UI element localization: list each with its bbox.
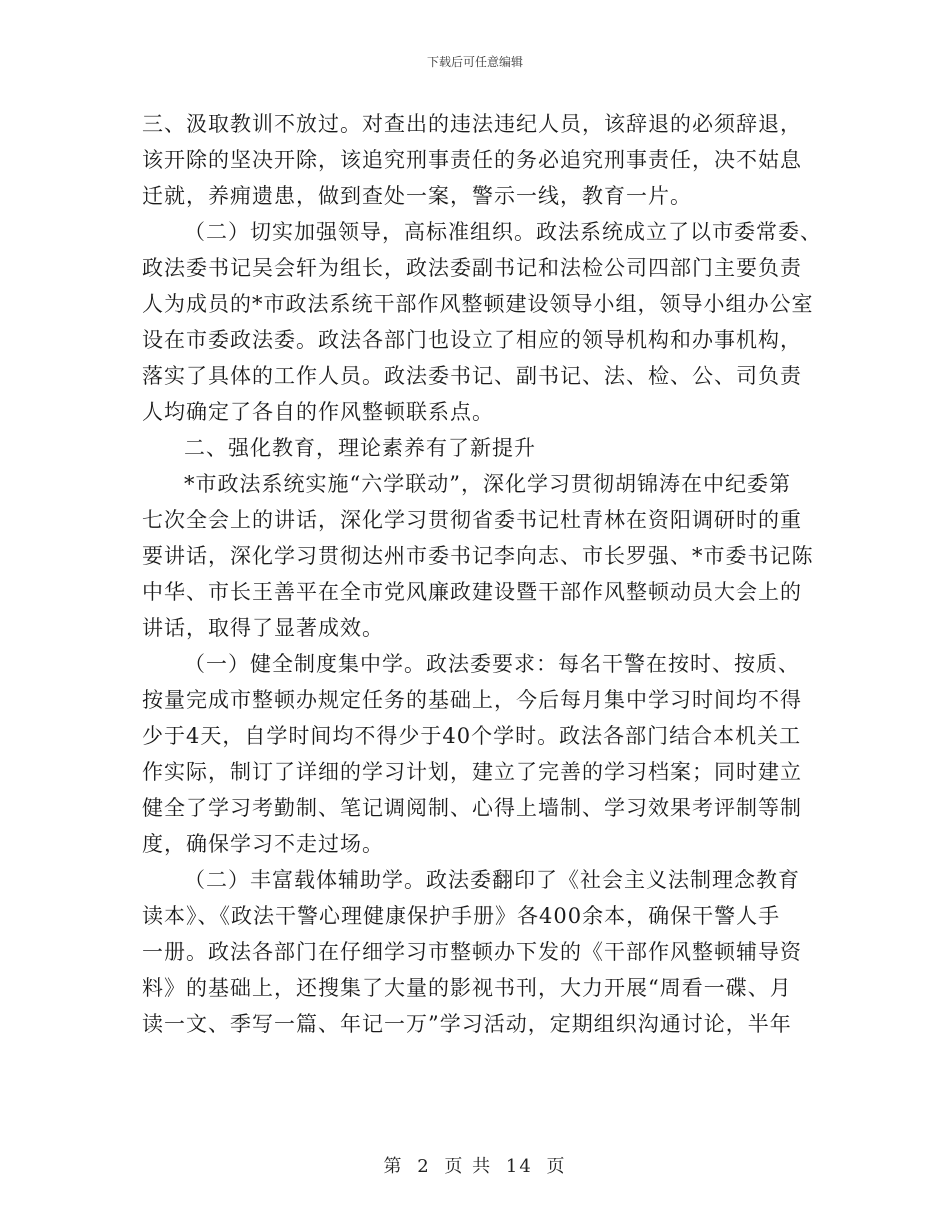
text-line: 讲话，取得了显著成效。 [142, 616, 384, 640]
paragraph-start-line: （二）切实加强领导，高标准组织。政法系统成立了以市委常委、 [184, 220, 822, 244]
page-header-note: 下载后可任意编辑 [426, 55, 523, 69]
footer-total-pages: 14 [505, 1156, 533, 1177]
text-line: 迁就，养痈遗患，做到查处一案，警示一线，教育一片。 [142, 184, 692, 208]
footer-current-page: 2 [417, 1156, 431, 1177]
footer-prefix: 第 [383, 1156, 404, 1177]
text-line: 少于4天，自学时间均不得少于40个学时。政法各部门结合本机关工 [142, 724, 802, 748]
text-line: 设在市委政法委。政法各部门也设立了相应的领导机构和办事机构， [142, 328, 802, 352]
text-line: 健全了学习考勤制、笔记调阅制、心得上墙制、学习效果考评制等制 [142, 796, 802, 820]
footer-middle: 页 共 [444, 1156, 493, 1177]
text-line: 人均确定了各自的作风整顿联系点。 [142, 400, 494, 424]
page-footer [0, 1152, 950, 1178]
text-line: 读一文、季写一篇、年记一万”学习活动，定期组织沟通讨论，半年 [142, 1012, 792, 1036]
text-line: 作实际，制订了详细的学习计划，建立了完善的学习档案；同时建立 [142, 760, 802, 784]
text-line: 该开除的坚决开除，该追究刑事责任的务必追究刑事责任，决不姑息 [142, 148, 802, 172]
text-line: 要讲话，深化学习贯彻达州市委书记李向志、市长罗强、*市委书记陈 [142, 544, 814, 568]
paragraph-start-line: *市政法系统实施“六学联动”，深化学习贯彻胡锦涛在中纪委第 [184, 472, 791, 496]
text-line: 三、汲取教训不放过。对查出的违法违纪人员，该辞退的必须辞退， [142, 112, 802, 136]
text-line: 七次全会上的讲话，深化学习贯彻省委书记杜青林在资阳调研时的重 [142, 508, 802, 532]
section-heading: 二、强化教育，理论素养有了新提升 [184, 436, 536, 460]
text-line: 按量完成市整顿办规定任务的基础上，今后每月集中学习时间均不得 [142, 688, 802, 712]
document-body [142, 106, 822, 1042]
paragraph-start-line: （二）丰富载体辅助学。政法委翻印了《社会主义法制理念教育 [184, 868, 800, 892]
text-line: 一册。政法各部门在仔细学习市整顿办下发的《干部作风整顿辅导资 [142, 940, 802, 964]
text-line: 中华、市长王善平在全市党风廉政建设暨干部作风整顿动员大会上的 [142, 580, 802, 604]
text-line: 政法委书记吴会轩为组长，政法委副书记和法检公司四部门主要负责 [142, 256, 802, 280]
text-line: 读本》、《政法干警心理健康保护手册》各400余本，确保干警人手 [142, 904, 781, 928]
paragraph-start-line: （一）健全制度集中学。政法委要求：每名干警在按时、按质、 [184, 652, 800, 676]
text-line: 落实了具体的工作人员。政法委书记、副书记、法、检、公、司负责 [142, 364, 802, 388]
footer-suffix: 页 [546, 1156, 567, 1177]
text-line: 料》的基础上，还搜集了大量的影视书刊，大力开展“周看一碟、月 [142, 976, 792, 1000]
text-line: 度，确保学习不走过场。 [142, 832, 384, 856]
text-line: 人为成员的*市政法系统干部作风整顿建设领导小组，领导小组办公室 [142, 292, 814, 316]
